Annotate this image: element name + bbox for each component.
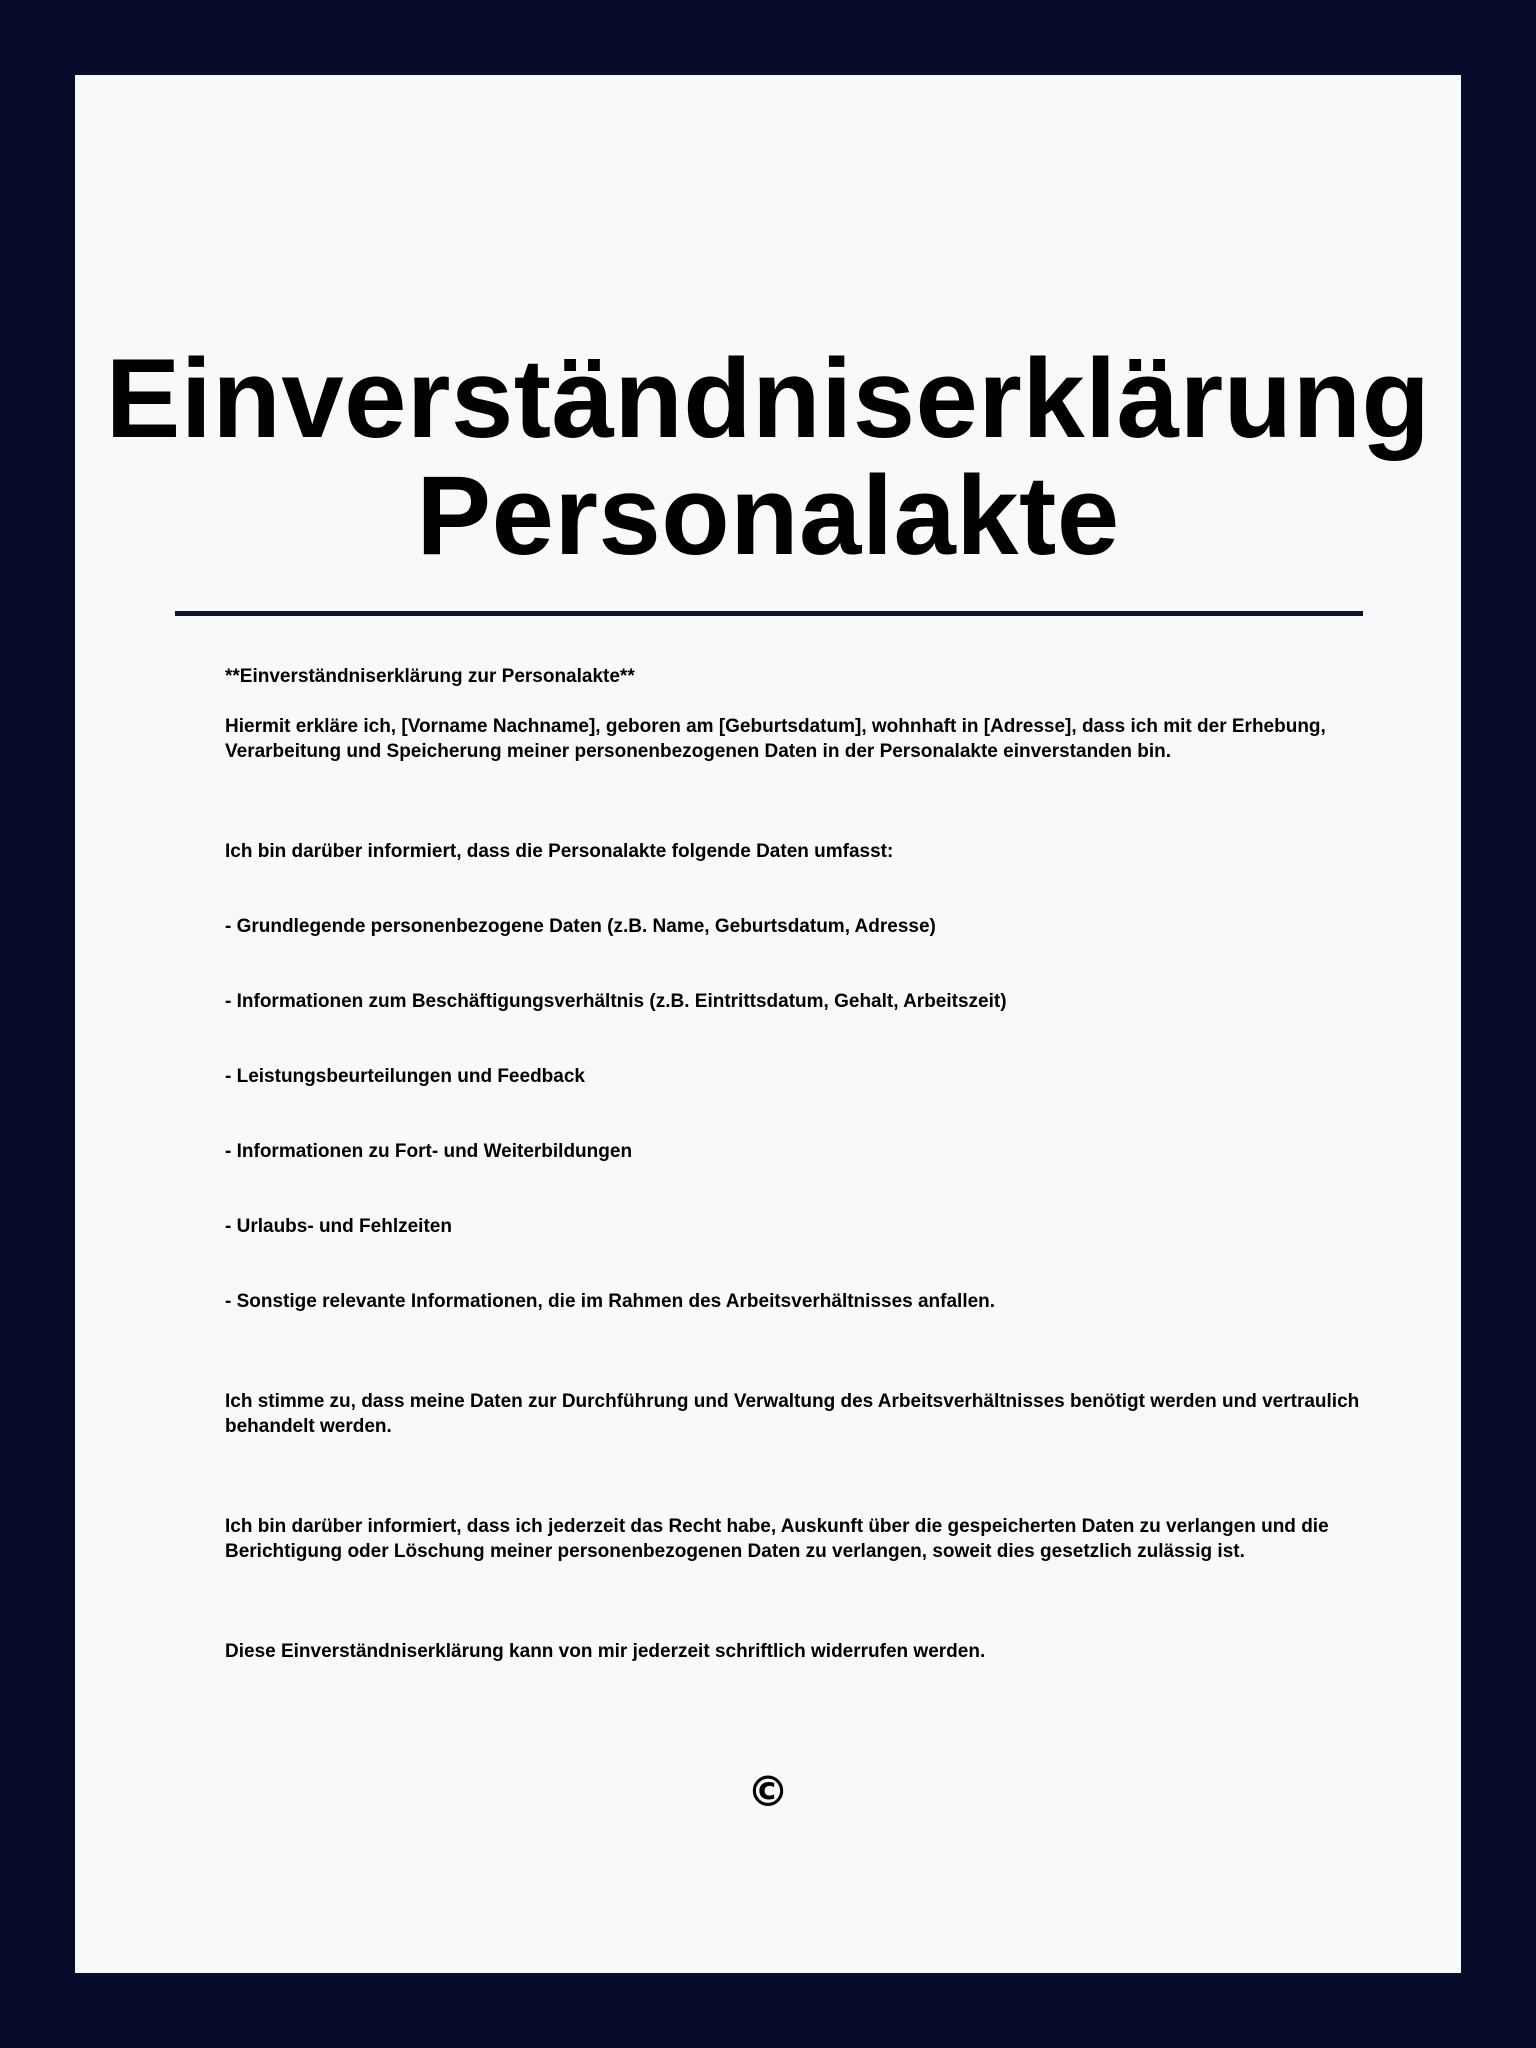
list-item: - Sonstige relevante Informationen, die im Rahmen des Arbeitsverhältnisses anfallen. [225,1291,996,1312]
list-item: - Leistungsbeurteilungen und Feedback [225,1066,585,1087]
revocation-paragraph: Diese Einverständniserklärung kann von mir jederzeit schriftlich widerrufen werden. [225,1641,986,1662]
consent-paragraph: Ich stimme zu, dass meine Daten zur Durchführung und Verwaltung des Arbeitsverhältnisses benötigt werden und vertraulich behandelt werden. [225,1391,1365,1437]
intro-paragraph: Hiermit erkläre ich, [Vorname Nachname], geboren am [Geburtsdatum], wohnhaft in [Adresse], dass ich mit der Erhebung, Verarbeitung und Speicherung meiner personenbezogenen Daten in der Personalakte einverstanden bin. [225,716,1332,762]
list-item: - Informationen zu Fort- und Weiterbildungen [225,1141,633,1162]
title-line-1: Einverständniserklärung [105,336,1431,461]
copyright-symbol: © [747,1767,789,1816]
document-title [75,336,1461,578]
list-item: - Grundlegende personenbezogene Daten (z.B. Name, Geburtsdatum, Adresse) [225,916,936,937]
document-page [75,75,1461,1973]
title-line-2: Personalakte [416,453,1120,578]
body-heading: **Einverständniserklärung zur Personalakte** [225,666,635,687]
list-item: - Informationen zum Beschäftigungsverhältnis (z.B. Eintrittsdatum, Gehalt, Arbeitszeit) [225,991,1007,1012]
rights-paragraph: Ich bin darüber informiert, dass ich jederzeit das Recht habe, Auskunft über die gespeicherten Daten zu verlangen und die Berichtigung oder Löschung meiner personenbezogenen Daten zu verlangen, soweit dies gesetzlich zulässig ist. [225,1516,1334,1562]
list-item: - Urlaubs- und Fehlzeiten [225,1216,452,1237]
document-body [225,664,1425,1664]
data-intro-paragraph: Ich bin darüber informiert, dass die Personalakte folgende Daten umfasst: [225,841,894,862]
title-divider [175,611,1363,616]
